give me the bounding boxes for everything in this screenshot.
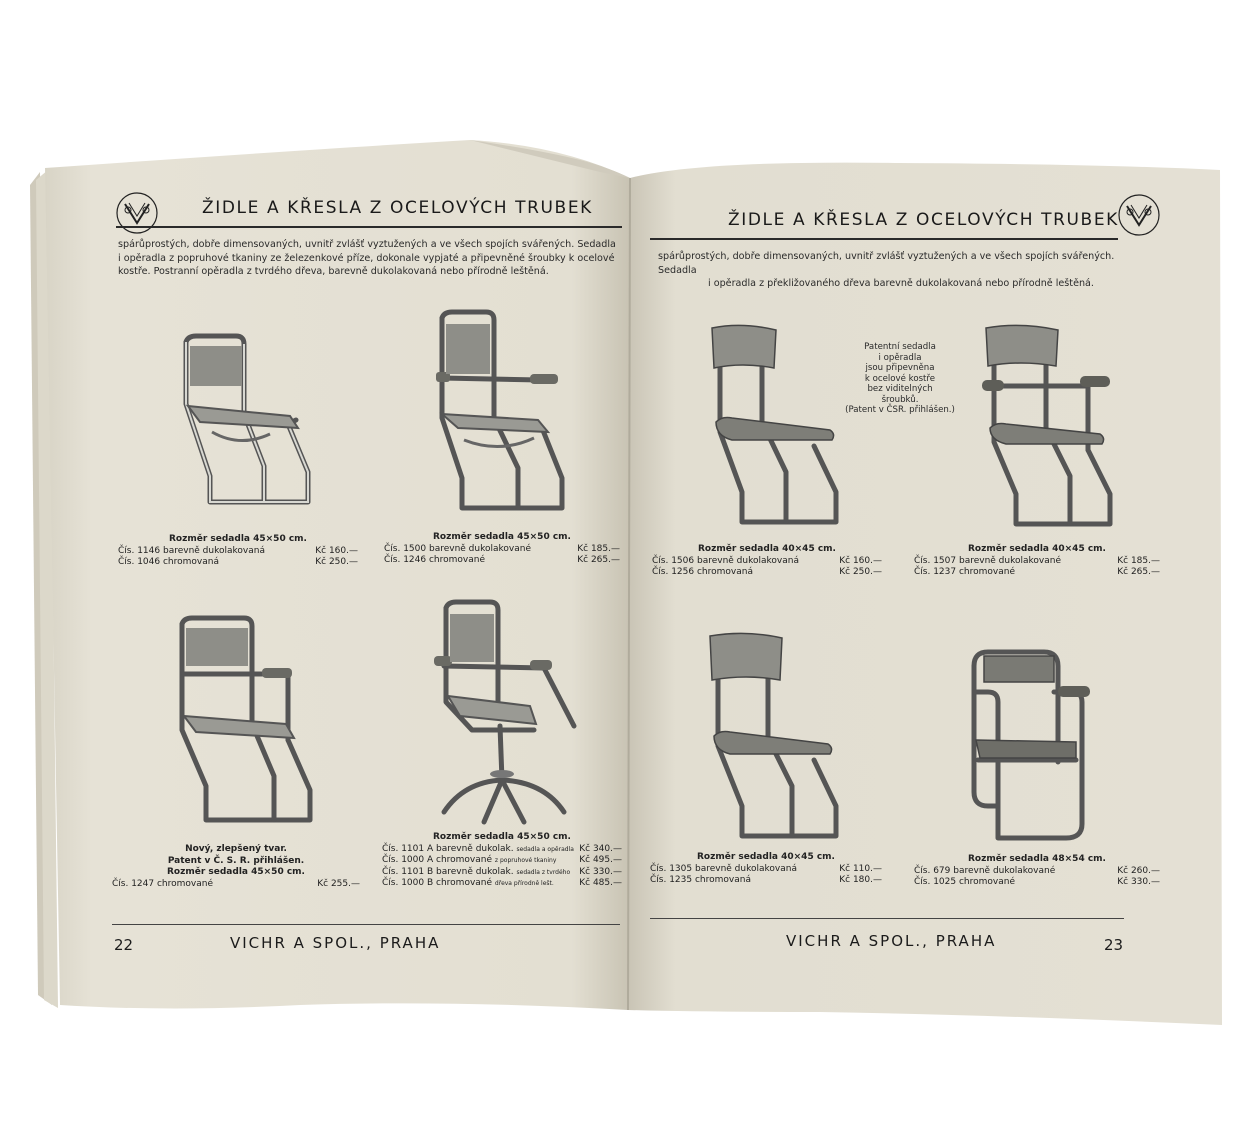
monogram-logo-icon — [114, 190, 160, 236]
item-finish: chromovaná — [694, 875, 751, 885]
note-line: jsou připevněna — [865, 363, 935, 373]
title-rule — [116, 226, 622, 228]
item-number: Čís. 1500 — [384, 543, 427, 554]
item-number: Čís. 1246 — [384, 555, 427, 565]
patent-note: Patent v Č. S. R. přihlášen. — [167, 855, 305, 866]
product-caption — [914, 854, 1160, 889]
item-number: Čís. 1000 A — [382, 855, 434, 865]
item-finish: barevně dukolak. — [436, 843, 514, 854]
intro-text — [658, 250, 1148, 291]
item-note: sedadla a opěradla — [516, 845, 574, 853]
item-price: Kč 265.— — [1117, 567, 1160, 577]
intro-line: i opěradla z popruhové tkaniny ze železenkové příze, dokonale vypjaté a připevněné šroubky k ocelové — [118, 252, 615, 264]
price-row — [914, 877, 1160, 889]
item-finish: chromovaná — [162, 557, 219, 567]
intro-line: kostře. Postranní opěradla z tvrdého dřeva, barevně dukolakovaná nebo přírodně leštěná. — [118, 266, 549, 277]
item-finish: barevně dukolakované — [428, 543, 531, 554]
price-row — [650, 864, 882, 876]
item-price: Kč 260.— — [1117, 865, 1160, 876]
item-finish: chromované — [428, 555, 486, 565]
price-row — [382, 878, 622, 890]
product-caption — [118, 534, 358, 569]
item-price: Kč 185.— — [1117, 555, 1160, 566]
seat-size: Rozměr sedadla 45×50 cm. — [169, 534, 307, 544]
product-caption — [914, 544, 1160, 579]
intro-line: spárůprostých, dobře dimensovaných, uvnitř zvlášť vyztužených a ve všech spojích svářených. Sedadla — [658, 251, 1115, 276]
product-caption — [650, 852, 882, 887]
item-finish: chromované — [436, 878, 493, 888]
price-row — [652, 556, 882, 568]
item-price: Kč 495.— — [579, 855, 622, 865]
page-title: ŽIDLE A KŘESLA Z OCELOVÝCH TRUBEK — [202, 198, 593, 218]
price-row — [384, 555, 620, 567]
seat-size: Rozměr sedadla 45×50 cm. — [433, 832, 571, 842]
item-number: Čís. 679 — [914, 865, 951, 876]
note-line: šroubků. — [881, 394, 919, 405]
chair-illustration — [424, 596, 584, 836]
intro-line: spárůprostých, dobře dimensovaných, uvnitř zvlášť vyztužených a ve všech spojích svářených. Sedadla — [118, 239, 616, 250]
price-row — [118, 557, 358, 569]
item-price: Kč 110.— — [839, 863, 882, 874]
item-finish: barevně dukolakované — [953, 865, 1056, 876]
title-rule — [650, 238, 1118, 240]
chair-illustration — [976, 322, 1126, 532]
price-row — [384, 544, 620, 556]
item-finish: chromované — [156, 878, 214, 889]
item-price: Kč 250.— — [839, 567, 882, 577]
item-price: Kč 160.— — [315, 545, 358, 556]
price-row — [112, 879, 360, 891]
item-price: Kč 160.— — [839, 555, 882, 566]
item-finish: chromované — [436, 855, 493, 865]
item-price: Kč 180.— — [839, 875, 882, 885]
chair-illustration — [160, 324, 320, 524]
chair-illustration — [702, 322, 852, 532]
footer-rule — [112, 924, 620, 925]
seat-size: Rozměr sedadla 40×45 cm. — [697, 852, 835, 862]
patent-note — [840, 342, 960, 416]
item-note: z popruhové tkaniny — [494, 857, 557, 864]
price-row — [382, 867, 622, 879]
price-row — [382, 844, 622, 856]
item-number: Čís. 1235 — [650, 875, 693, 885]
item-number: Čís. 1247 — [112, 878, 155, 889]
note-line: (Patent v ČSR. přihlášen.) — [845, 405, 955, 415]
item-price: Kč 255.— — [317, 878, 360, 889]
seat-size: Rozměr sedadla 40×45 cm. — [968, 544, 1106, 554]
item-number: Čís. 1101 A — [382, 843, 434, 854]
right-page — [640, 172, 1160, 972]
seat-size: Rozměr sedadla 40×45 cm. — [698, 544, 836, 554]
item-number: Čís. 1237 — [914, 567, 957, 577]
product-caption — [382, 832, 622, 890]
item-number: Čís. 1046 — [118, 557, 161, 567]
intro-text — [118, 238, 624, 279]
item-finish: barevně dukolakovaná — [162, 545, 265, 556]
price-row — [382, 855, 622, 867]
item-number: Čís. 1256 — [652, 567, 695, 577]
item-price: Kč 250.— — [315, 557, 358, 567]
page-title: ŽIDLE A KŘESLA Z OCELOVÝCH TRUBEK — [728, 210, 1119, 230]
item-price: Kč 265.— — [577, 555, 620, 565]
seat-size: Rozměr sedadla 45×50 cm. — [167, 867, 305, 877]
page-number: 22 — [114, 936, 134, 954]
seat-size: Rozměr sedadla 45×50 cm. — [433, 532, 571, 542]
note-line: bez viditelných — [867, 384, 933, 394]
price-row — [914, 866, 1160, 878]
item-number: Čís. 1146 — [118, 545, 161, 556]
item-number: Čís. 1000 B — [382, 878, 434, 888]
left-page — [112, 172, 624, 972]
note-line: Patentní sedadla — [864, 342, 936, 352]
item-finish: barevně dukolakovaná — [694, 863, 797, 874]
monogram-logo-icon — [1116, 192, 1162, 238]
price-row — [652, 567, 882, 579]
note-line: k ocelové kostře — [864, 373, 936, 384]
item-number: Čís. 1025 — [914, 877, 957, 887]
price-row — [650, 875, 882, 887]
page-number: 23 — [1104, 936, 1124, 954]
item-price: Kč 330.— — [579, 866, 622, 877]
product-caption — [384, 532, 620, 567]
item-number: Čís. 1507 — [914, 555, 957, 566]
item-finish: chromovaná — [696, 567, 753, 577]
item-finish: chromované — [958, 877, 1016, 887]
item-price: Kč 340.— — [579, 843, 622, 854]
note-line: i opěradla — [878, 352, 922, 363]
intro-line: i opěradla z překližovaného dřeva barevně dukolakovaná nebo přírodně leštěná. — [708, 278, 1094, 289]
chair-illustration — [702, 630, 852, 850]
product-caption — [112, 844, 360, 890]
item-price: Kč 185.— — [577, 543, 620, 554]
item-number: Čís. 1101 B — [382, 866, 434, 877]
chair-illustration — [422, 308, 582, 528]
item-finish: barevně dukolakované — [958, 555, 1061, 566]
chair-illustration — [958, 642, 1108, 852]
product-caption — [652, 544, 882, 579]
footer-rule — [650, 918, 1124, 919]
publisher-footer: VICHR A SPOL., PRAHA — [786, 932, 997, 950]
item-number: Čís. 1305 — [650, 863, 693, 874]
seat-size: Rozměr sedadla 48×54 cm. — [968, 854, 1106, 864]
chair-illustration — [170, 614, 330, 834]
item-finish: barevně dukolakovaná — [696, 555, 799, 566]
item-finish: chromované — [958, 567, 1016, 577]
item-price: Kč 330.— — [1117, 877, 1160, 887]
item-note: dřeva přírodně lešt. — [494, 880, 554, 887]
price-row — [118, 546, 358, 558]
item-finish: barevně dukolak. — [436, 866, 514, 877]
item-price: Kč 485.— — [579, 878, 622, 888]
item-number: Čís. 1506 — [652, 555, 695, 566]
publisher-footer: VICHR A SPOL., PRAHA — [230, 934, 441, 952]
price-row — [914, 556, 1160, 568]
price-row — [914, 567, 1160, 579]
item-note: sedadla z tvrdého — [516, 868, 571, 876]
model-note: Nový, zlepšený tvar. — [185, 844, 287, 854]
